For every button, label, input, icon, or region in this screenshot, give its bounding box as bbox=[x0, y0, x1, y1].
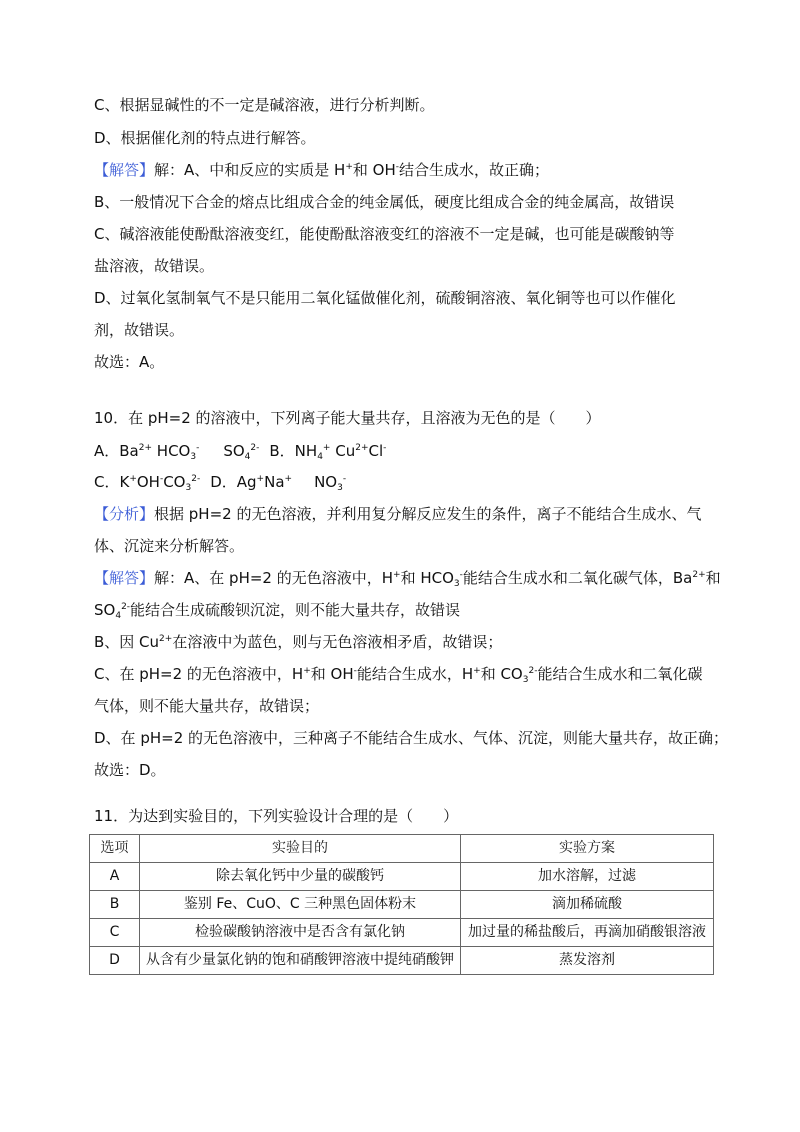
answer-tag: 【解答】 bbox=[94, 569, 155, 587]
table-header-row bbox=[90, 835, 714, 863]
q10-answer-c2: 气体，则不能大量共存，故错误； bbox=[94, 697, 320, 715]
answer-tag: 【解答】 bbox=[94, 161, 155, 179]
option-cell: D bbox=[90, 947, 140, 975]
table-row bbox=[90, 947, 714, 975]
q11-stem: 11．为达到实验目的，下列实验设计合理的是（ ） bbox=[94, 807, 459, 825]
q10-analysis-1: 【分析】根据 pH=2 的无色溶液，并利用复分解反应发生的条件，离子不能结合生成水、气 bbox=[94, 505, 702, 523]
purpose-cell: 除去氧化钙中少量的碳酸钙 bbox=[140, 863, 461, 891]
q10-answer-d: D、在 pH=2 的无色溶液中，三种离子不能结合生成水、气体、沉淀，则能大量共存，故正确； bbox=[94, 729, 729, 747]
q9-choice: 故选：A。 bbox=[94, 353, 165, 371]
q10-analysis-2: 体、沉淀来分析解答。 bbox=[94, 537, 245, 555]
plan-cell: 加过量的稀盐酸后，再滴加硝酸银溶液 bbox=[461, 919, 714, 947]
purpose-cell: 从含有少量氯化钠的饱和硝酸钾溶液中提纯硝酸钾 bbox=[140, 947, 461, 975]
q9-answer-b: B、一般情况下合金的熔点比组成合金的纯金属低，硬度比组成合金的纯金属高，故错误 bbox=[94, 193, 675, 211]
q10-answer-c1: C、在 pH=2 的无色溶液中，H+和 OH-能结合生成水，H+和 $CO_3^{2-}$能结合生成水和二氧化碳 bbox=[94, 665, 703, 685]
q10-stem: 10．在 pH=2 的溶液中，下列离子能大量共存，且溶液为无色的是（ ） bbox=[94, 409, 601, 427]
q10-answer-b: B、因 $Cu^{2+}$在溶液中为蓝色，则与无色溶液相矛盾，故错误； bbox=[94, 633, 503, 651]
plan-cell: 滴加稀硫酸 bbox=[461, 891, 714, 919]
q9-answer-d1: D、过氧化氢制氧气不是只能用二氧化锰做催化剂，硫酸铜溶液、氧化铜等也可以作催化 bbox=[94, 289, 676, 307]
q9-hint-c: C、根据显碱性的不一定是碱溶液，进行分析判断。 bbox=[94, 96, 435, 114]
table-row bbox=[90, 891, 714, 919]
q9-answer-c2: 盐溶液，故错误。 bbox=[94, 257, 215, 275]
purpose-cell: 检验碳酸钠溶液中是否含有氯化钠 bbox=[140, 919, 461, 947]
purpose-cell: 鉴别 Fe、CuO、C 三种黑色固体粉末 bbox=[140, 891, 461, 919]
header-cell: 实验方案 bbox=[461, 835, 714, 863]
q9-answer-a: 【解答】解：A、中和反应的实质是 H+和 OH-结合生成水，故正确； bbox=[94, 161, 549, 179]
q9-answer-c1: C、碱溶液能使酚酞溶液变红，能使酚酞溶液变红的溶液不一定是碱，也可能是碳酸钠等 bbox=[94, 225, 675, 243]
table-row bbox=[90, 919, 714, 947]
q10-answer-a2: $SO_4^{2-}$能结合生成硫酸钡沉淀，则不能大量共存，故错误 bbox=[94, 601, 461, 621]
header-cell: 实验目的 bbox=[140, 835, 461, 863]
option-cell: B bbox=[90, 891, 140, 919]
q11-options-table bbox=[89, 834, 714, 975]
header-cell: 选项 bbox=[90, 835, 140, 863]
q9-answer-d2: 剂，故错误。 bbox=[94, 321, 185, 339]
option-cell: C bbox=[90, 919, 140, 947]
q10-answer-a1: 【解答】解：A、在 pH=2 的无色溶液中，H+和 $HCO_3^-$能结合生成水和二氧化碳气体，$Ba^{2+}$和 bbox=[94, 569, 721, 589]
q10-choice: 故选：D。 bbox=[94, 761, 166, 779]
table-row bbox=[90, 863, 714, 891]
plan-cell: 加水溶解，过滤 bbox=[461, 863, 714, 891]
option-cell: A bbox=[90, 863, 140, 891]
plan-cell: 蒸发溶剂 bbox=[461, 947, 714, 975]
q10-options-ab: A．$Ba^{2+}$ $HCO_3^-$ $SO_4^{2-}$ B．$NH_4^+$ $Cu^{2+}Cl^-$ bbox=[94, 442, 387, 462]
analysis-tag: 【分析】 bbox=[94, 505, 155, 523]
q9-hint-d: D、根据催化剂的特点进行解答。 bbox=[94, 129, 316, 147]
q10-options-cd: C．$K^+OH^-CO_3^{2-}$ D．Ag+Na+ $NO_3^-$ bbox=[94, 473, 347, 493]
